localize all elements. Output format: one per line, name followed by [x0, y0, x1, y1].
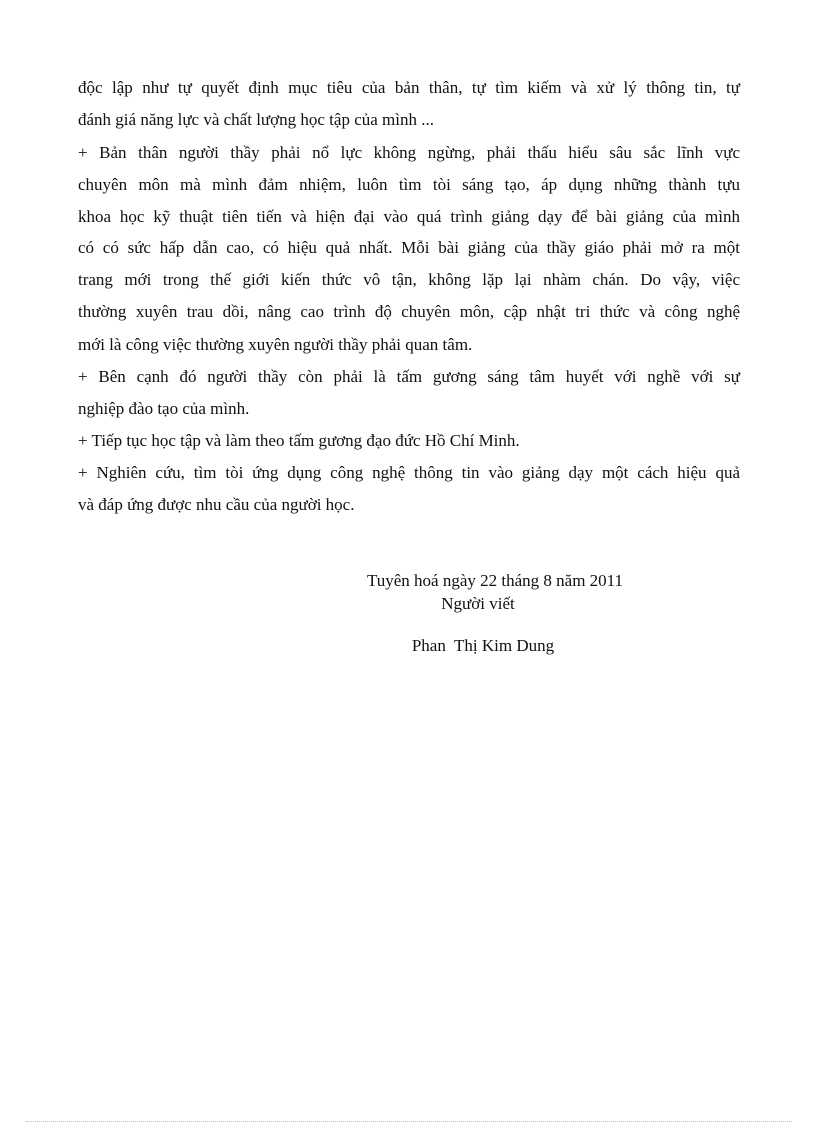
signature-name: Phan Thị Kim Dung — [411, 636, 555, 655]
body-line: + Tiếp tục học tập và làm theo tấm gương đạo đức Hồ Chí Minh. — [78, 431, 520, 450]
body-line: nghiệp đào tạo của mình. — [78, 399, 250, 418]
page-bottom-divider — [26, 1121, 792, 1122]
signature-place-date: Tuyên hoá ngày 22 tháng 8 năm 2011 — [366, 571, 624, 590]
body-line: khoa học kỹ thuật tiên tiến và hiện đại vào quá trình giảng dạy để bài giảng của mình — [78, 207, 740, 226]
body-line: thường xuyên trau dồi, nâng cao trình độ chuyên môn, cập nhật tri thức và công nghệ — [78, 302, 740, 321]
body-line: mới là công việc thường xuyên người thầy phải quan tâm. — [78, 335, 473, 354]
body-line: đánh giá năng lực và chất lượng học tập của mình ... — [78, 110, 434, 129]
body-line: + Bản thân người thầy phải nổ lực không ngừng, phải thấu hiểu sâu sắc lĩnh vực — [78, 143, 740, 162]
body-line: + Bên cạnh đó người thầy còn phải là tấm gương sáng tâm huyết với nghề với sự — [78, 367, 740, 386]
body-line: và đáp ứng được nhu cầu của người học. — [78, 495, 355, 514]
body-line: có có sức hấp dẫn cao, có hiệu quả nhất. Mỗi bài giảng của thầy giáo phải mở ra một — [78, 238, 740, 257]
body-line: độc lập như tự quyết định mục tiêu của bản thân, tự tìm kiếm và xử lý thông tin, tự — [78, 78, 740, 97]
body-line: + Nghiên cứu, tìm tòi ứng dụng công nghệ thông tin vào giảng dạy một cách hiệu quả — [78, 463, 740, 482]
signature-role: Người viết — [441, 594, 515, 613]
body-line: trang mới trong thế giới kiến thức vô tận, không lặp lại nhàm chán. Do vậy, việc — [78, 270, 740, 289]
body-line: chuyên môn mà mình đảm nhiệm, luôn tìm tòi sáng tạo, áp dụng những thành tựu — [78, 175, 740, 194]
